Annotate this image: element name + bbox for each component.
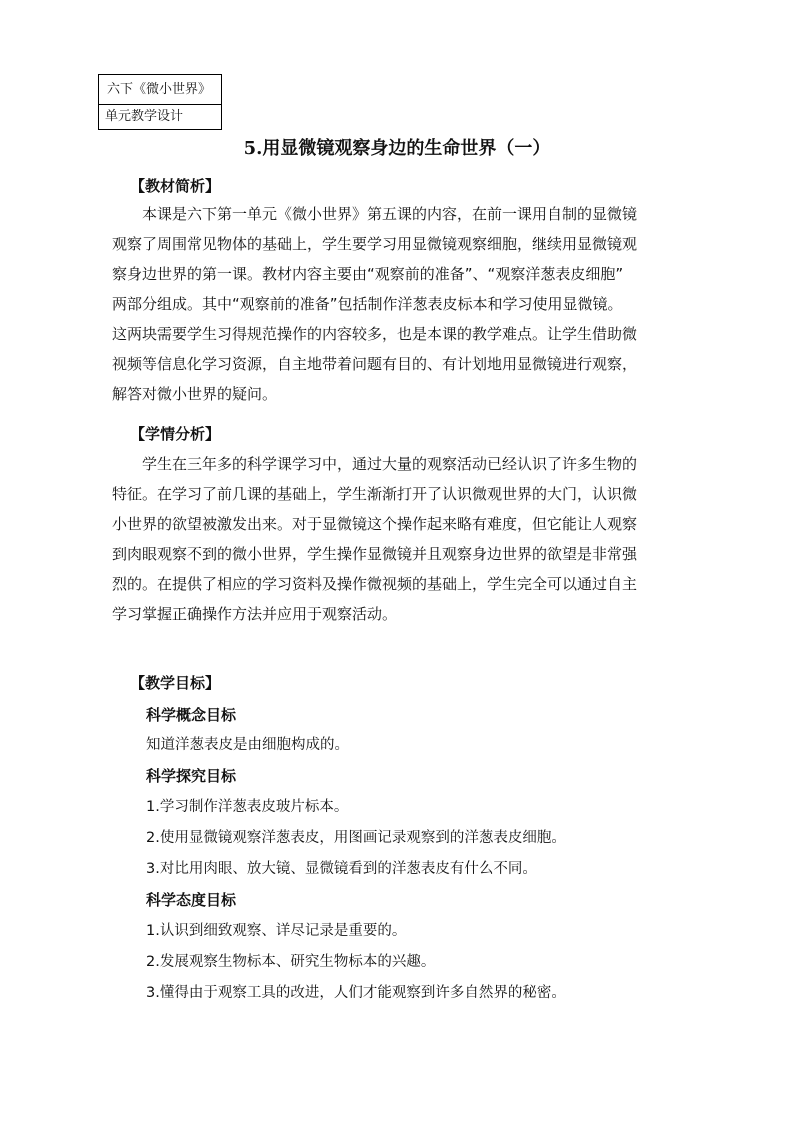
paragraph-line: 察身边世界的第一课。教材内容主要由“观察前的准备”、“观察洋葱表皮细胞”: [112, 265, 624, 283]
textbook-analysis-paragraph: [112, 199, 702, 409]
paragraph-line: 视频等信息化学习资源，自主地带着问题有目的、有计划地用显微镜进行观察，: [112, 355, 638, 373]
paragraph-line: 两部分组成。其中“观察前的准备”包括制作洋葱表皮标本和学习使用显微镜。: [112, 295, 623, 313]
attitude-goal-title: 科学态度目标: [146, 891, 237, 909]
student-analysis-heading: 【学情分析】: [130, 425, 221, 443]
inquiry-goal-title: 科学探究目标: [146, 767, 237, 785]
unit-tag-divider: [99, 104, 221, 105]
paragraph-line: 学生在三年多的科学课学习中，通过大量的观察活动已经认识了许多生物的: [142, 455, 638, 473]
inquiry-goal-item: 3.对比用肉眼、放大镜、显微镜看到的洋葱表皮有什么不同。: [146, 861, 537, 877]
attitude-goal-item: 2.发展观察生物标本、研究生物标本的兴趣。: [146, 954, 436, 970]
paragraph-line: 解答对微小世界的疑问。: [112, 385, 278, 403]
unit-tag-line2: 单元教学设计: [105, 109, 184, 124]
lesson-title: 5.用显微镜观察身边的生命世界（一）: [243, 138, 551, 159]
paragraph-line: 烈的。在提供了相应的学习资料及操作微视频的基础上，学生完全可以通过自主: [112, 575, 638, 593]
attitude-goal-item: 3.懂得由于观察工具的改进，人们才能观察到许多自然界的秘密。: [146, 985, 566, 1001]
textbook-analysis-heading: 【教材简析】: [130, 177, 221, 195]
inquiry-goal-item: 1.学习制作洋葱表皮玻片标本。: [146, 799, 349, 815]
unit-tag-box: [98, 74, 222, 130]
student-analysis-paragraph: [112, 449, 702, 629]
attitude-goal-item: 1.认识到细致观察、详尽记录是重要的。: [146, 923, 407, 939]
inquiry-goal-item: 2.使用显微镜观察洋葱表皮，用图画记录观察到的洋葱表皮细胞。: [146, 830, 566, 846]
concept-goal-title: 科学概念目标: [146, 706, 237, 724]
paragraph-line: 小世界的欲望被激发出来。对于显微镜这个操作起来略有难度，但它能让人观察: [112, 515, 638, 533]
paragraph-line: 到肉眼观察不到的微小世界，学生操作显微镜并且观察身边世界的欲望是非常强: [112, 545, 638, 563]
paragraph-line: 学习掌握正确操作方法并应用于观察活动。: [112, 605, 398, 623]
unit-tag-line1: 六下《微小世界》: [107, 82, 212, 97]
concept-goal-item: 知道洋葱表皮是由细胞构成的。: [146, 737, 349, 753]
teaching-goals-heading: 【教学目标】: [130, 674, 221, 692]
paragraph-line: 本课是六下第一单元《微小世界》第五课的内容，在前一课用自制的显微镜: [142, 205, 638, 223]
paragraph-line: 特征。在学习了前几课的基础上，学生渐渐打开了认识微观世界的大门，认识微: [112, 485, 638, 503]
paragraph-line: 这两块需要学生习得规范操作的内容较多，也是本课的教学难点。让学生借助微: [112, 325, 638, 343]
paragraph-line: 观察了周围常见物体的基础上，学生要学习用显微镜观察细胞，继续用显微镜观: [112, 235, 638, 253]
